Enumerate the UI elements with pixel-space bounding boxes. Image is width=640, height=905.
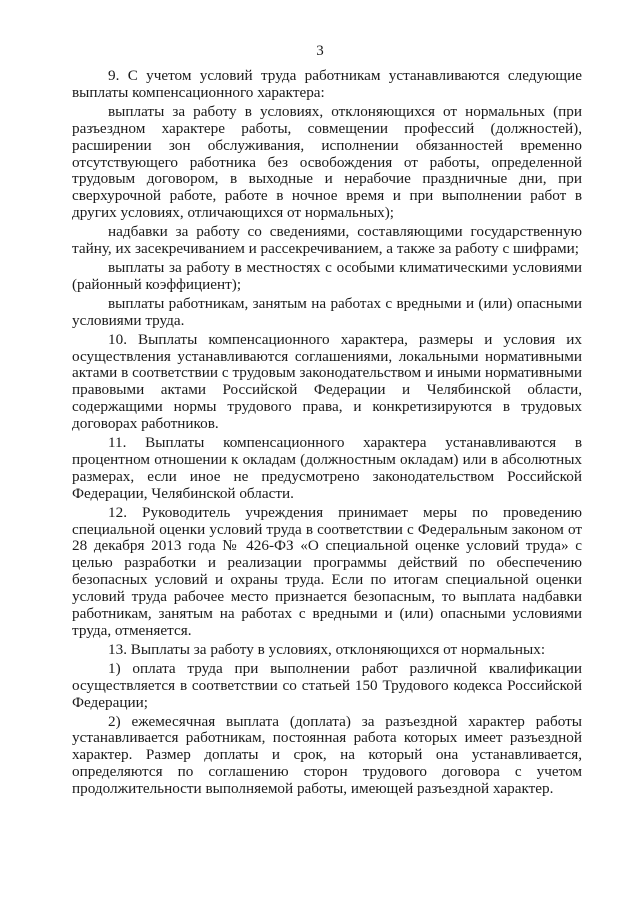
paragraph-13: 13. Выплаты за работу в условиях, отклоняющихся от нормальных: [108,640,546,658]
paragraph-9-item-3: выплаты за работу в местностях с особыми климатическими условиями (районный коэффициент); [72,258,582,293]
paragraph-12: 12. Руководитель учреждения принимает меры по проведению специальной оценки условий труда в соответствии с Федеральным законом от 28 декабря 2013 года № 426-ФЗ «О специальной оценке условий труда» с целью разработки и реализации программы действий по обеспечению безопасных условий и охраны труда. Если по итогам специальной оценки условий труда рабочее место признается безопасным, то выплата надбавки работникам, занятым на работах с вредными и (или) опасными условиями труда, отменяется. [72,503,582,639]
paragraph-9: 9. С учетом условий труда работникам устанавливаются следующие выплаты компенсационного характера: [72,67,582,101]
paragraph-11: 11. Выплаты компенсационного характера устанавливаются в процентном отношении к окладам (должностным окладам) или в абсолютных размерах, если иное не предусмотрено законодательством Российской Федерации, Челябинской области. [72,434,582,502]
document-body [72,68,582,800]
paragraph-9-item-1: выплаты за работу в условиях, отклоняющихся от нормальных (при разъездном характере работы, совмещении профессий (должностей), расширении зон обслуживания, исполнении обязанностей временно отсутствующего работника без освобождения от работы, определенной трудовым договором, в выходные и нерабочие праздничные дни, при сверхурочной работе, работе в ночное время и при выполнении работ в других условиях, отличающихся от нормальных); [72,102,582,222]
paragraph-9-item-2: надбавки за работу со сведениями, составляющими государственную тайну, их засекречиванием и рассекречиванием, а также за работу с шифрами; [72,223,582,258]
page-number: 3 [316,43,324,59]
paragraph-13-item-1: 1) оплата труда при выполнении работ различной квалификации осуществляется в соответствии со статьей 150 Трудового кодекса Российской Федерации; [72,659,582,711]
paragraph-10: 10. Выплаты компенсационного характера, размеры и условия их осуществления устанавливаются соглашениями, локальными нормативными актами в соответствии с трудовым законодательством и иными нормативными правовыми актами Российской Федерации и Челябинской области, содержащими нормы трудового права, и конкретизируются в трудовых договорах работников. [72,330,582,433]
paragraph-9-item-4: выплаты работникам, занятым на работах с вредными и (или) опасными условиями труда. [72,294,582,329]
paragraph-13-item-2: 2) ежемесячная выплата (доплата) за разъездной характер работы устанавливается работникам, постоянная работа которых имеет разъездной характер. Размер доплаты и срок, на который она устанавливается, определяются по соглашению сторон трудового договора с учетом продолжительности выполняемой работы, имеющей разъездной характер. [72,712,582,798]
